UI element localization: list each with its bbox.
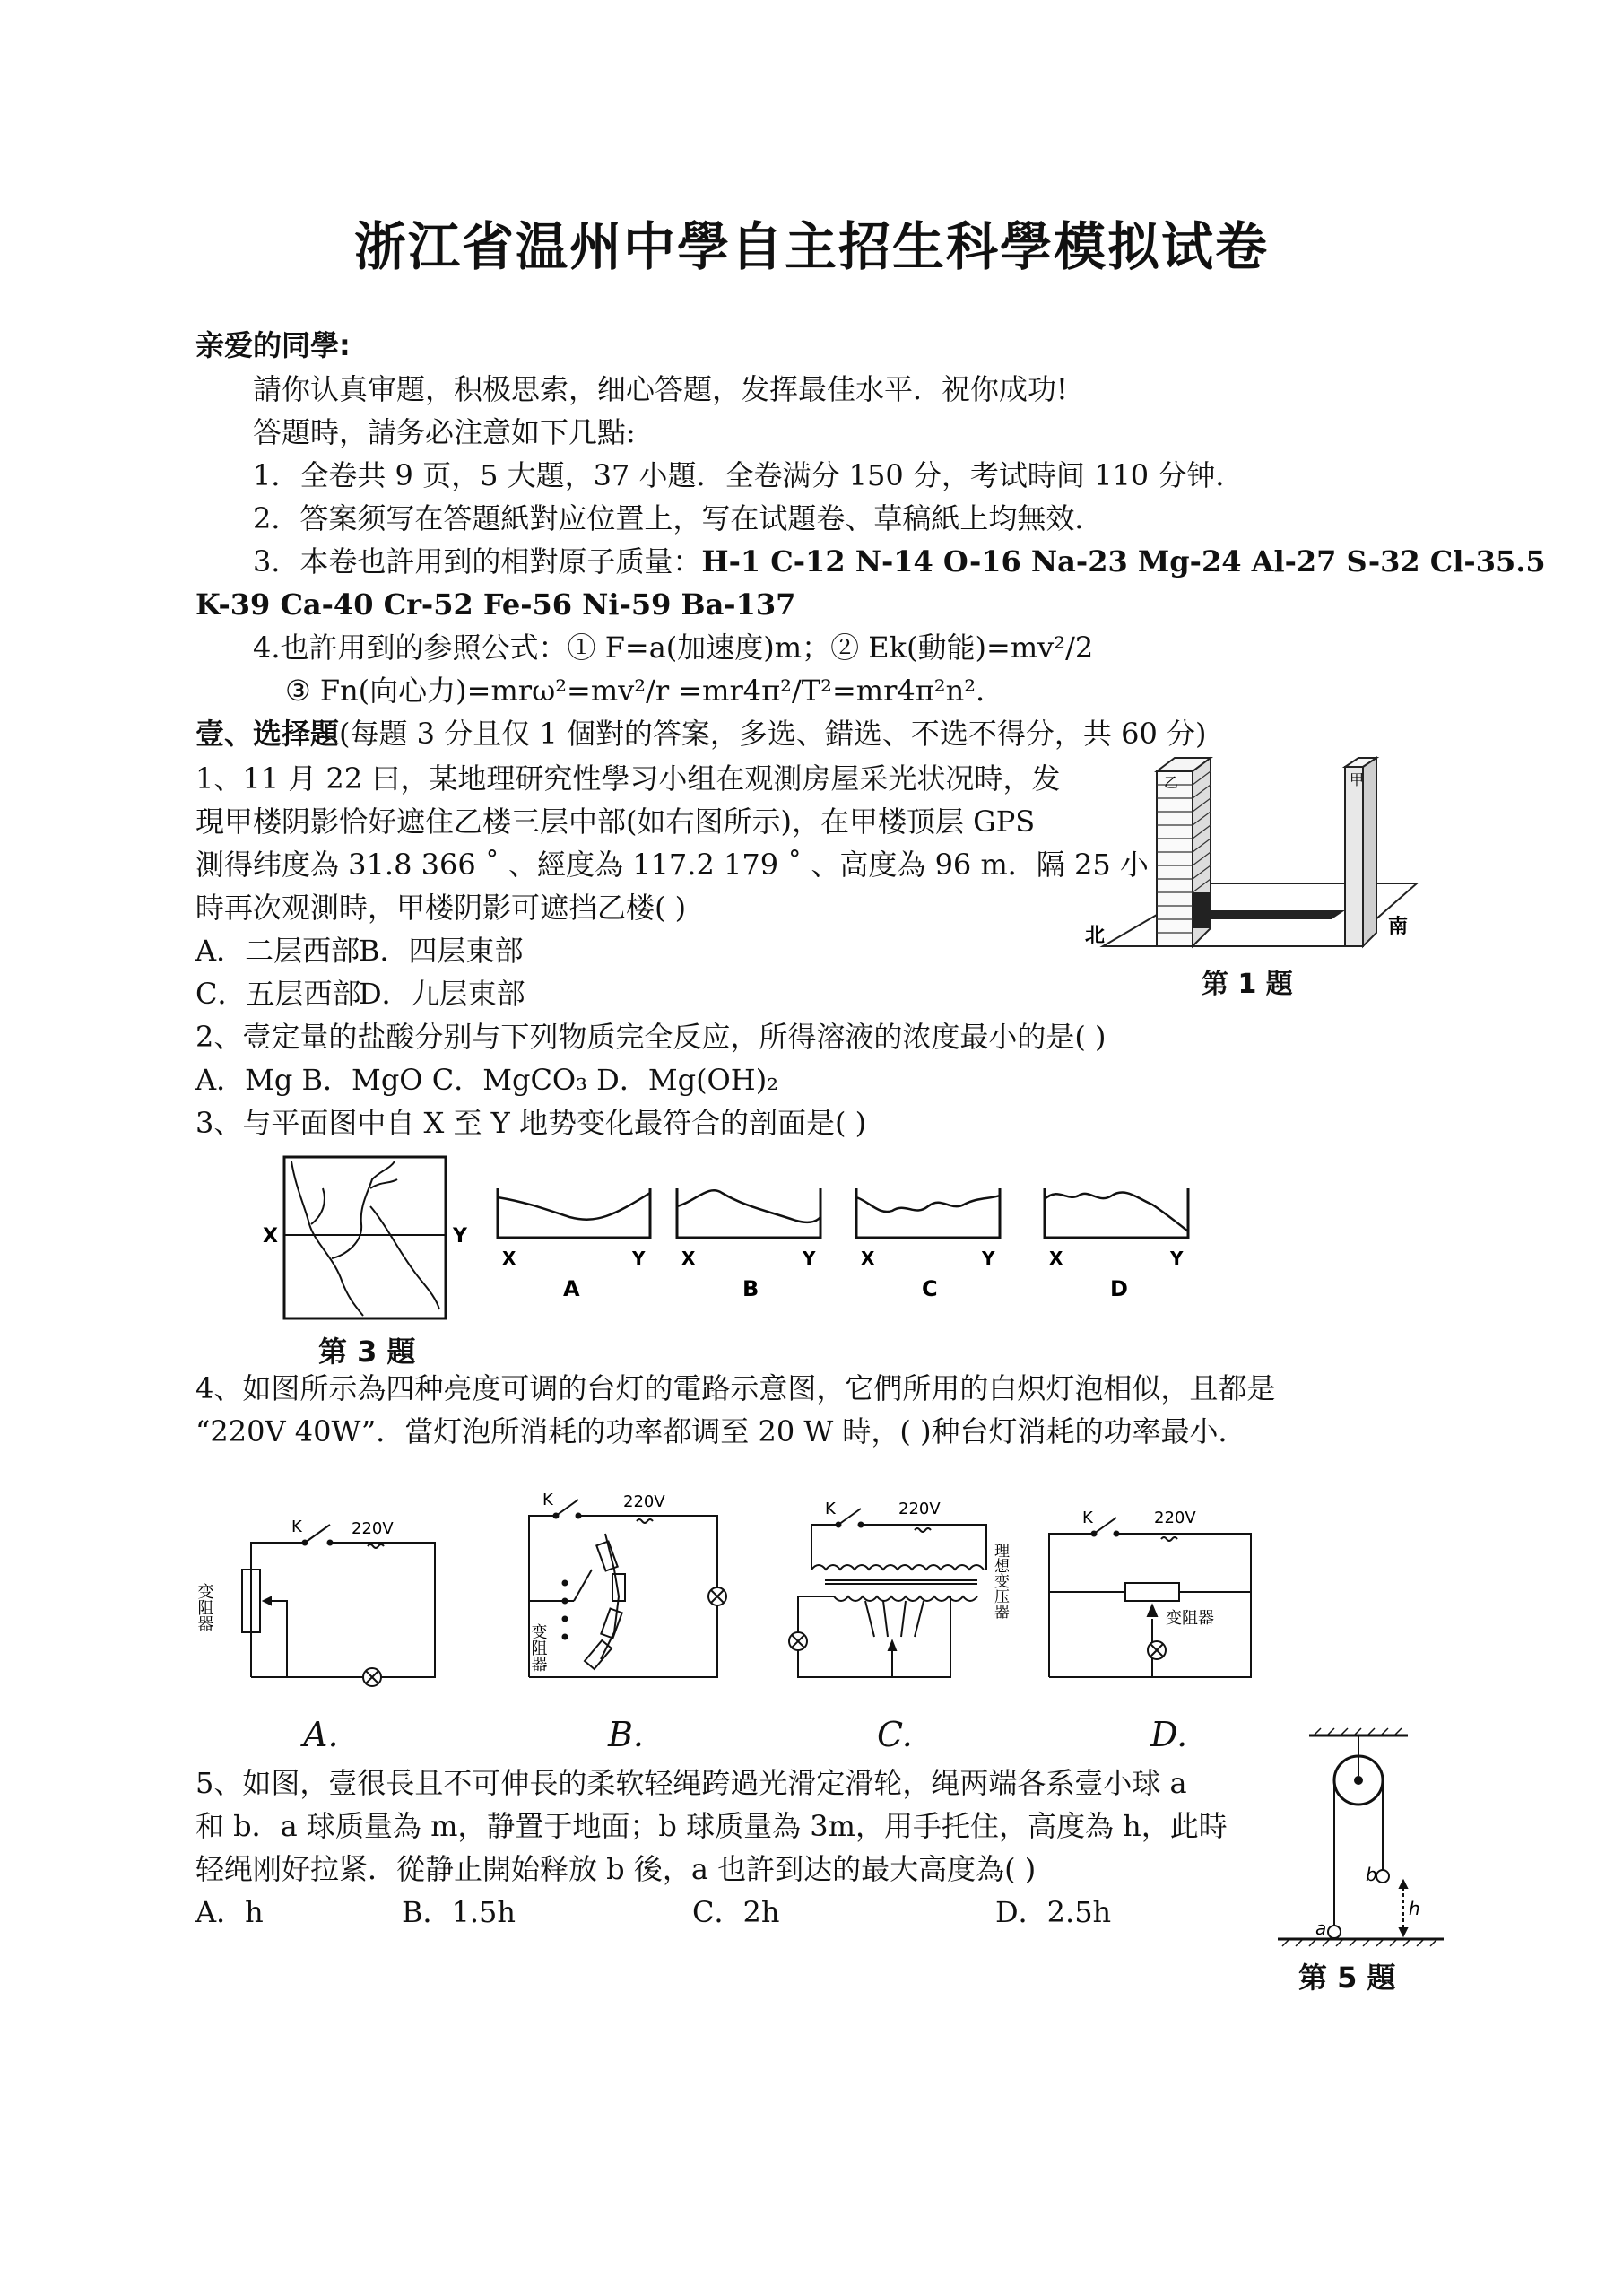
q1-option-c: C．五层西部 (195, 977, 361, 1011)
svg-text:Y: Y (632, 1248, 646, 1269)
circuit-label-d: D. (1150, 1715, 1188, 1754)
label-a: a (1315, 1918, 1327, 1939)
profile-label-b: B (742, 1276, 759, 1301)
section-rule: (每題 3 分且仅 1 個對的答案，多选、錯选、不选不得分，共 60 分) (339, 717, 1207, 751)
circuit-d (1049, 1518, 1251, 1677)
q5-line-1: 5、如图，壹很長且不可伸長的柔软轻绳跨過光滑定滑轮，绳两端各系壹小球 a (195, 1766, 1187, 1800)
note-3-masses-continued: K-39 Ca-40 Cr-52 Fe-56 Ni-59 Ba-137 (195, 587, 796, 622)
circuit-c (789, 1509, 986, 1677)
q5-figure-caption: 第 5 題 (1298, 1961, 1396, 1995)
circuit-label-a: A. (303, 1715, 339, 1754)
profile-c (856, 1188, 1000, 1301)
svg-text:Y: Y (803, 1248, 816, 1269)
circuit-c-switch: K (825, 1500, 836, 1518)
map-y: Y (453, 1225, 467, 1248)
q3-text: 3、与平面图中自 X 至 Y 地势变化最符合的剖面是( ) (195, 1106, 867, 1140)
circuit-a-rheostat: 变阻器 (195, 1583, 214, 1631)
profile-a (498, 1188, 650, 1301)
q1-line-1: 1、11 月 22 曰，某地理研究性學习小组在观測房屋采光状况時，发 (195, 761, 1061, 796)
q3-figure-caption: 第 3 題 (318, 1335, 416, 1369)
q3-figure (256, 1152, 1228, 1341)
note-2: 2．答案须写在答題紙對应位置上，写在试題卷、草稿紙上均無效． (253, 501, 1104, 535)
circuit-c-transformer: 理想变压器 (991, 1543, 1009, 1619)
label-north: 北 (1085, 925, 1106, 947)
q5-pulley-figure (1260, 1726, 1457, 1960)
plan-map (263, 1157, 468, 1318)
q2-options: A．Mg B．MgO C．MgCO₃ D．Mg(OH)₂ (195, 1063, 779, 1097)
q1-line-4: 時再次观測時，甲楼阴影可遮挡乙楼( ) (195, 891, 687, 925)
note-1: 1．全卷共 9 页，5 大題，37 小題．全卷满分 150 分，考试時间 110 分钟． (253, 458, 1245, 492)
circuit-a-switch: K (291, 1518, 302, 1536)
note-3-masses: H-1 C-12 N-14 O-16 Na-23 Mg-24 Al-27 S-32 Cl-35.5 (701, 544, 1546, 578)
section-heading (195, 716, 1206, 752)
circuit-b-rheostat: 变阻器 (528, 1623, 548, 1672)
circuit-a-voltage: 220V (352, 1519, 394, 1538)
q1-option-b: B．四层東部 (359, 934, 524, 968)
profile-label-a: A (563, 1276, 580, 1301)
section-title: 壹、选择題 (195, 717, 340, 751)
circuit-d-switch: K (1082, 1509, 1093, 1527)
map-x: X (263, 1225, 278, 1248)
intro-line-2: 答題時，請务必注意如下几點: (253, 415, 636, 449)
q5-line-2: 和 b．a 球质量為 m，静置于地面；b 球质量為 3m，用手托住，高度為 h，此時 (195, 1809, 1228, 1843)
profile-d (1045, 1188, 1188, 1301)
svg-text:X: X (502, 1248, 516, 1269)
label-south: 南 (1388, 916, 1409, 938)
note-3 (253, 544, 1546, 579)
circuit-b (529, 1500, 726, 1677)
q1-option-d: D．九层東部 (359, 977, 525, 1011)
q4-line-1: 4、如图所示為四种亮度可调的台灯的電路示意图，它們所用的白炽灯泡相似，且都是 (195, 1371, 1276, 1405)
circuit-b-voltage: 220V (623, 1492, 665, 1511)
profile-label-c: C (922, 1276, 938, 1301)
note-4-line-2: ③ Fn(向心力)=mrω²=mv²/r =mr4π²/T²=mr4π²n²． (285, 674, 1005, 708)
circuit-d-voltage: 220V (1154, 1509, 1196, 1527)
greeting: 亲爱的同學: (195, 328, 351, 362)
q4-circuits-figure (197, 1471, 1291, 1731)
q2-text: 2、壹定量的盐酸分别与下列物质完全反应，所得溶液的浓度最小的是( ) (195, 1020, 1107, 1054)
q1-line-2: 現甲楼阴影恰好遮住乙楼三层中部(如右图所示)，在甲楼顶层 GPS (195, 804, 1036, 839)
label-h: h (1409, 1898, 1420, 1919)
q1-option-a: A．二层西部 (195, 934, 360, 968)
intro-line-1: 請你认真审題，积极思索，细心答題，发挥最佳水平．祝你成功! (253, 372, 1068, 406)
label-yi: 乙 (1164, 774, 1179, 791)
q1-figure-caption: 第 1 題 (1202, 969, 1293, 1000)
svg-text:X: X (1049, 1248, 1063, 1269)
note-3-prefix: 3．本卷也許用到的相對原子质量： (253, 544, 702, 578)
note-4-line-1: 4.也許用到的参照公式：① F=a(加速度)m；② Ek(動能)=mv²/2 (253, 631, 1094, 665)
q1-line-3: 測得纬度為 31.8 366 ˚ 、經度為 117.2 179 ˚ 、高度為 96 m．隔 25 小 (195, 848, 1149, 882)
profile-b (677, 1188, 820, 1301)
circuit-label-b: B. (608, 1715, 645, 1754)
q5-option-c: C．2h (692, 1895, 780, 1929)
q5-option-b: B．1.5h (402, 1895, 516, 1929)
circuit-a (242, 1525, 435, 1686)
svg-text:X: X (861, 1248, 875, 1269)
q5-option-a: A．h (195, 1895, 264, 1929)
profile-label-d: D (1110, 1276, 1128, 1301)
circuit-c-voltage: 220V (898, 1500, 941, 1518)
svg-text:Y: Y (1170, 1248, 1184, 1269)
circuit-b-switch: K (542, 1491, 553, 1509)
circuit-label-c: C. (877, 1715, 913, 1754)
q4-line-2: “220V 40W”．當灯泡所消耗的功率都调至 20 W 時，( )种台灯消耗的功率最小． (195, 1414, 1247, 1448)
page-title: 浙江省温州中學自主招生科學模拟试卷 (353, 216, 1269, 277)
q1-buildings-figure (1076, 735, 1426, 996)
q5-line-3: 轻绳刚好拉紧．從静止開始释放 b 後，a 也許到达的最大高度為( ) (195, 1852, 1037, 1886)
svg-text:Y: Y (982, 1248, 995, 1269)
label-b: b (1366, 1864, 1377, 1885)
q5-option-d: D．2.5h (995, 1895, 1112, 1929)
label-jia: 甲 (1350, 771, 1365, 788)
circuit-d-rheostat: 变阻器 (1166, 1609, 1214, 1628)
svg-text:X: X (681, 1248, 696, 1269)
